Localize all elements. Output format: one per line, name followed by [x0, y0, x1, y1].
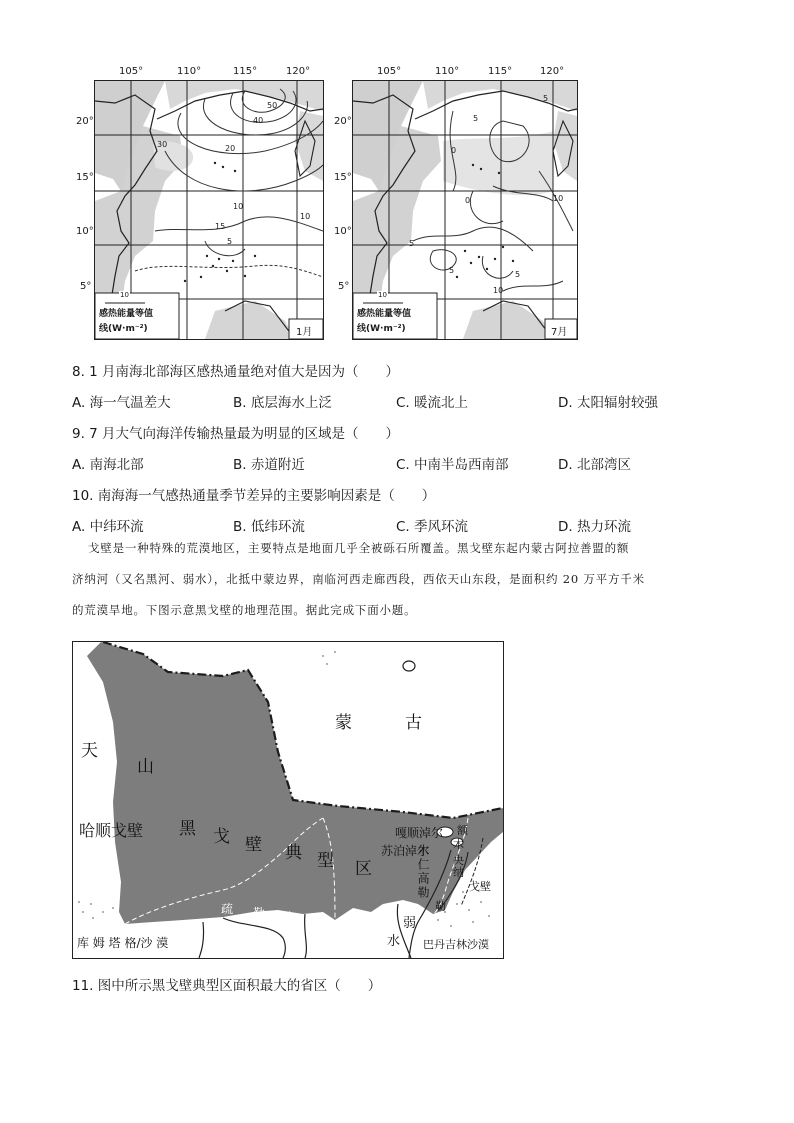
contour-label: 50 [267, 101, 278, 110]
label-ejina-gobi-6: 勒 [435, 900, 446, 913]
q10-option-d: D. 热力环流 [558, 519, 631, 535]
lat-label: 5° [338, 281, 350, 292]
label-muren-gol: 木仁高勒 [416, 844, 430, 900]
legend-text: 感热能量等值 [99, 309, 154, 319]
lon-label: 105° [119, 66, 144, 77]
legend-text: 感热能量等值 [357, 309, 412, 319]
label-sogo-nur: 苏泊淖尔 [381, 844, 430, 858]
legend-value: 10 [378, 291, 387, 299]
lon-label: 120° [286, 66, 311, 77]
q9-option-c: C. 中南半岛西南部 [396, 457, 509, 473]
label-ejina-gobi-5: 戈壁 [469, 880, 491, 893]
passage-line-1: 戈壁是一种特殊的荒漠地区，主要特点是地面几乎全被砾石所覆盖。黑戈壁东起内蒙古阿拉善盟的额 [88, 541, 630, 555]
contour-label: 40 [253, 116, 264, 125]
label-ejina-gobi-3: 央 [453, 854, 464, 867]
q9-option-b: B. 赤道附近 [233, 457, 305, 473]
q10-option-b: B. 低纬环流 [233, 519, 305, 535]
contour-label: 5 [543, 94, 549, 103]
lat-label: 15° [334, 172, 352, 183]
month-label: 7月 [551, 327, 568, 338]
q10-option-a: A. 中纬环流 [72, 519, 144, 535]
q8-option-b: B. 底层海水上泛 [233, 395, 332, 411]
label-typical-6: 区 [355, 859, 372, 879]
label-typical-1: 黑 [179, 819, 196, 839]
lat-label: 20° [334, 116, 352, 127]
contour-label: 10 [300, 212, 311, 221]
q8-option-d: D. 太阳辐射较强 [558, 395, 658, 411]
question-8-stem: 8. 1 月南海北部海区感热通量绝对值大是因为（ ） [72, 364, 400, 380]
q8-option-a: A. 海一气温差大 [72, 395, 171, 411]
map-july [352, 80, 578, 340]
label-mongolia-2: 古 [405, 713, 422, 733]
legend-value: 10 [120, 291, 129, 299]
label-shui: 水 [387, 934, 401, 949]
lat-label: 20° [76, 116, 94, 127]
question-11-stem: 11. 图中所示黑戈壁典型区面积最大的省区（ ） [72, 978, 382, 994]
q9-option-d: D. 北部湾区 [558, 457, 631, 473]
contour-label: 5 [515, 270, 521, 279]
contour-label: 5 [473, 114, 479, 123]
lon-label: 110° [435, 66, 460, 77]
lon-label: 115° [488, 66, 513, 77]
map-black-gobi [72, 641, 504, 959]
contour-label: 0 [465, 196, 471, 205]
legend-unit: 线(W·m⁻²) [99, 324, 148, 334]
map-january [94, 80, 324, 340]
map-july-drawing [353, 81, 577, 339]
label-typical-2: 戈 [213, 827, 230, 847]
lat-label: 5° [80, 281, 92, 292]
label-ejina-gobi-1: 额 [457, 824, 468, 837]
label-shule-3: 河 [279, 910, 292, 924]
label-tianshan-1: 天 [81, 741, 98, 761]
contour-label: 0 [451, 146, 457, 155]
q9-option-a: A. 南海北部 [72, 457, 144, 473]
q8-option-c: C. 暖流北上 [396, 395, 469, 411]
label-shule-2: 勒 [253, 906, 266, 920]
label-typical-5: 型 [317, 851, 334, 871]
question-9-stem: 9. 7 月大气向海洋传输热量最为明显的区域是（ ） [72, 426, 400, 442]
label-ejina-gobi-4: 纳 [453, 866, 464, 879]
label-shule-1: 疏 [221, 902, 234, 916]
contour-label: 20 [225, 144, 236, 153]
label-gashun-nur: 嘎顺淖尔 [395, 826, 444, 840]
question-10-stem: 10. 南海海一气感热通量季节差异的主要影响因素是（ ） [72, 488, 436, 504]
month-label: 1月 [296, 327, 313, 338]
lat-label: 15° [76, 172, 94, 183]
map-january-drawing [95, 81, 323, 339]
label-hashun-gobi: 哈顺戈壁 [79, 821, 144, 840]
contour-label: 5 [227, 237, 233, 246]
label-mongolia-1: 蒙 [335, 713, 352, 733]
passage-line-3: 的荒漠旱地。下图示意黑戈壁的地理范围。据此完成下面小题。 [72, 603, 417, 617]
label-tianshan-2: 山 [137, 757, 154, 777]
label-ruo: 弱 [403, 916, 417, 931]
label-ejina-gobi-2: 木 [453, 838, 464, 851]
contour-label: 30 [157, 140, 168, 149]
contour-label: 15 [215, 222, 226, 231]
label-kumtag-desert: 库 姆 塔 格/沙 漠 [77, 936, 169, 950]
contour-label: 10 [233, 202, 244, 211]
legend-unit: 线(W·m⁻²) [357, 324, 406, 334]
contour-label: 5 [449, 266, 455, 275]
lon-label: 115° [233, 66, 258, 77]
lat-label: 10° [76, 226, 94, 237]
passage-line-2: 济纳河（又名黑河、弱水），北抵中蒙边界，南临河西走廊西段，西依天山东段，是面积约 20 万平方千米 [72, 572, 645, 586]
label-typical-3: 壁 [245, 835, 262, 855]
label-badain-jaran-desert: 巴丹吉林沙漠 [423, 938, 489, 951]
lon-label: 110° [177, 66, 202, 77]
lon-label: 120° [540, 66, 565, 77]
contour-label: 10 [553, 194, 564, 203]
q10-option-c: C. 季风环流 [396, 519, 469, 535]
contour-label: 10 [493, 286, 504, 295]
figure-sea-sensible-heat [70, 66, 590, 346]
label-typical-4: 典 [285, 843, 302, 863]
lat-label: 10° [334, 226, 352, 237]
contour-label: 5 [409, 239, 415, 248]
lon-label: 105° [377, 66, 402, 77]
